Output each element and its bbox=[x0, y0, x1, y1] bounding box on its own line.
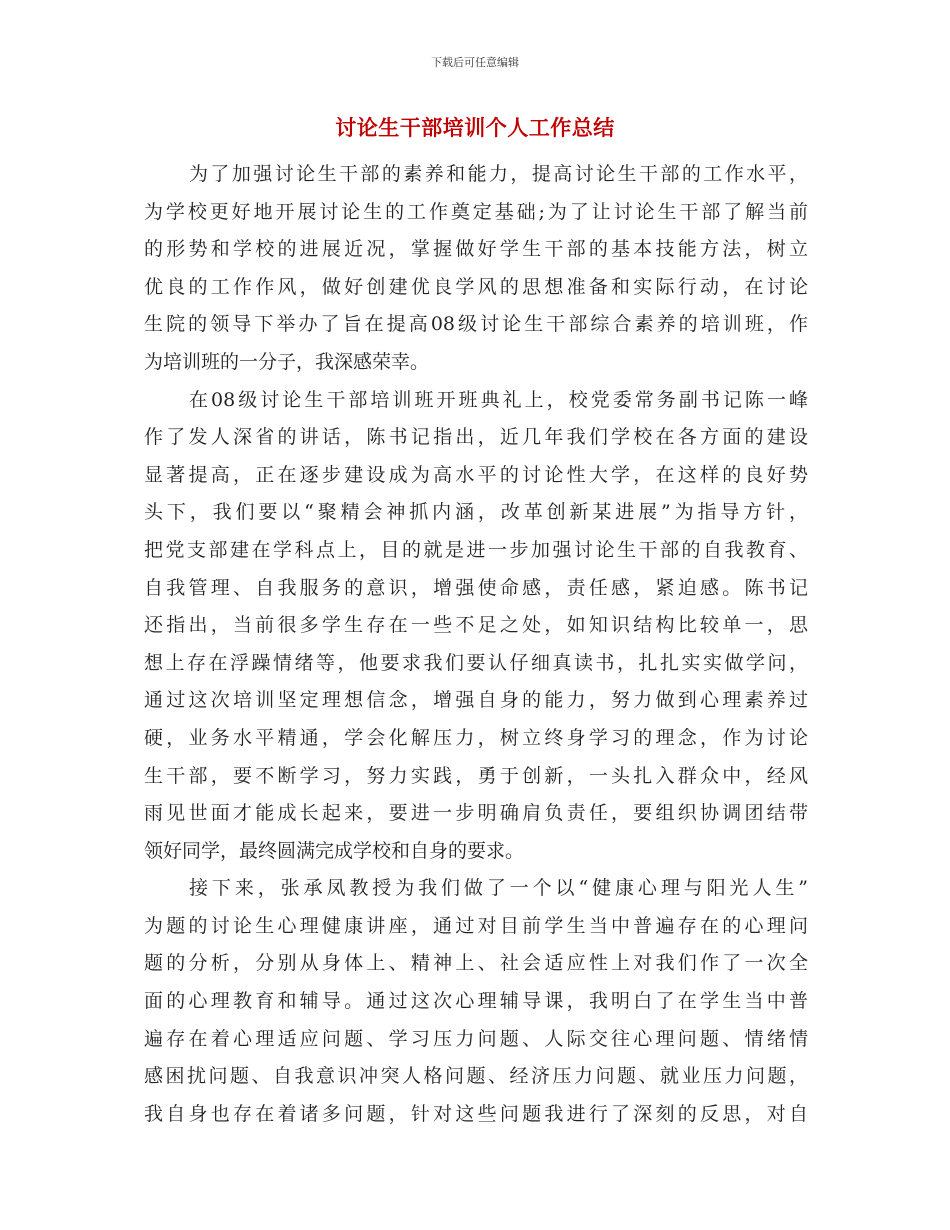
paragraph-line: 作了发人深省的讲话，陈书记指出，近几年我们学校在各方面的建设 bbox=[144, 426, 808, 449]
document-body bbox=[144, 156, 808, 1133]
paragraph-line: 为了加强讨论生干部的素养和能力，提高讨论生干部的工作水平， bbox=[189, 163, 808, 185]
paragraph-line: 头下，我们要以“聚精会神抓内涵，改革创新某进展”为指导方针， bbox=[144, 501, 808, 524]
paragraph-line: 通过这次培训坚定理想信念，增强自身的能力，努力做到心理素养过 bbox=[144, 689, 808, 712]
paragraph-line: 生干部，要不断学习，努力实践，勇于创新，一头扎入群众中，经风 bbox=[144, 764, 808, 787]
paragraph-line: 想上存在浮躁情绪等，他要求我们要认仔细真读书，扎扎实实做学问， bbox=[144, 651, 808, 674]
paragraph-line: 面的心理教育和辅导。通过这次心理辅导课，我明白了在学生当中普 bbox=[144, 990, 808, 1013]
document-title: 讨论生干部培训个人工作总结 bbox=[335, 115, 615, 140]
paragraph-line: 为题的讨论生心理健康讲座，通过对目前学生当中普遍存在的心理问 bbox=[144, 914, 808, 937]
paragraph-line: 把党支部建在学科点上，目的就是进一步加强讨论生干部的自我教育、 bbox=[144, 538, 808, 561]
paragraph-line: 还指出，当前很多学生存在一些不足之处，如知识结构比较单一，思 bbox=[144, 614, 808, 637]
paragraph-line: 领好同学，最终圆满完成学校和自身的要求。 bbox=[144, 839, 525, 862]
paragraph-line: 的形势和学校的进展近况，掌握做好学生干部的基本技能方法，树立 bbox=[144, 238, 808, 261]
paragraph-line: 为培训班的一分子，我深感荣幸。 bbox=[144, 350, 430, 373]
paragraph-line: 自我管理、自我服务的意识，增强使命感，责任感，紧迫感。陈书记 bbox=[144, 576, 808, 599]
header-note: 下载后可任意编辑 bbox=[431, 56, 519, 69]
paragraph-line: 题的分析，分别从身体上、精神上、社会适应性上对我们作了一次全 bbox=[144, 952, 808, 975]
paragraph bbox=[144, 156, 808, 382]
paragraph-line: 为学校更好地开展讨论生的工作奠定基础;为了让讨论生干部了解当前 bbox=[144, 200, 808, 223]
paragraph-line: 雨见世面才能成长起来，要进一步明确肩负责任，要组织协调团结带 bbox=[144, 802, 808, 825]
paragraph-line: 感困扰问题、自我意识冲突人格问题、经济压力问题、就业压力问题， bbox=[144, 1065, 808, 1088]
paragraph-line: 遍存在着心理适应问题、学习压力问题、人际交往心理问题、情绪情 bbox=[144, 1027, 808, 1050]
paragraph bbox=[144, 382, 808, 871]
paragraph-line: 显著提高，正在逐步建设成为高水平的讨论性大学，在这样的良好势 bbox=[144, 463, 808, 486]
paragraph bbox=[144, 870, 808, 1133]
paragraph-line: 硬，业务水平精通，学会化解压力，树立终身学习的理念，作为讨论 bbox=[144, 726, 808, 749]
paragraph-line: 我自身也存在着诸多问题，针对这些问题我进行了深刻的反思，对自 bbox=[144, 1102, 808, 1125]
paragraph-line: 在08级讨论生干部培训班开班典礼上，校党委常务副书记陈一峰 bbox=[189, 388, 808, 411]
paragraph-line: 优良的工作作风，做好创建优良学风的思想准备和实际行动，在讨论 bbox=[144, 275, 808, 298]
paragraph-line: 生院的领导下举办了旨在提高08级讨论生干部综合素养的培训班，作 bbox=[144, 313, 808, 336]
paragraph-line: 接下来，张承凤教授为我们做了一个以“健康心理与阳光人生” bbox=[189, 877, 808, 900]
